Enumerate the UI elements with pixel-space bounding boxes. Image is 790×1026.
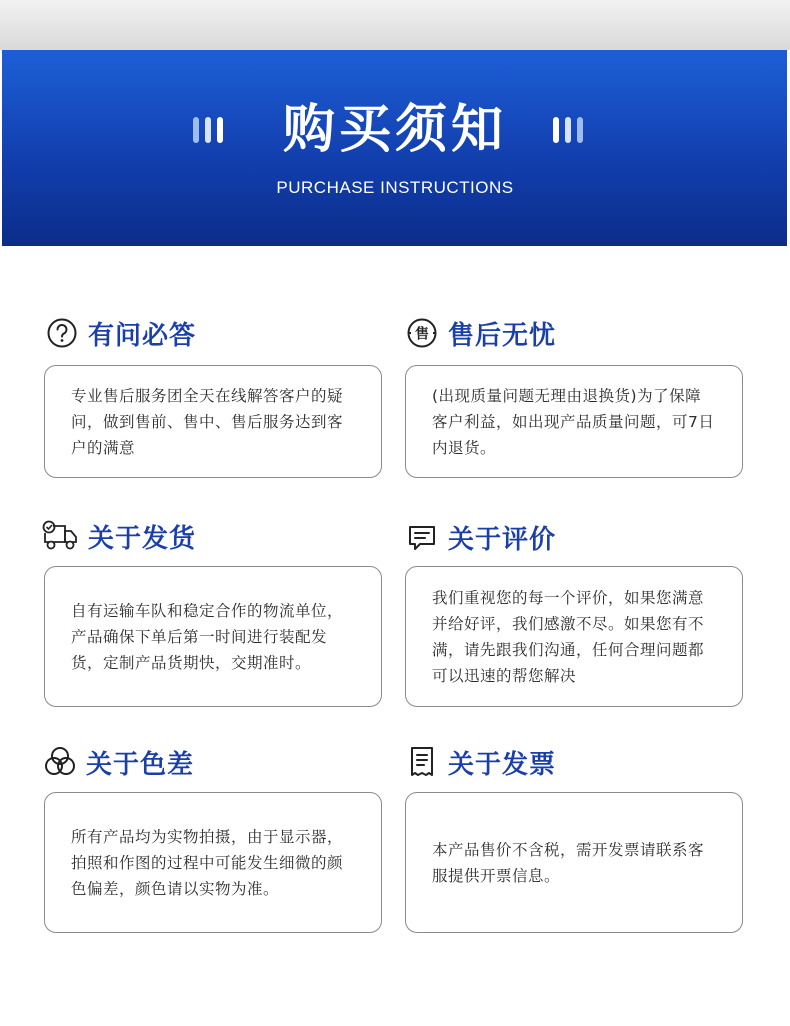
card-text: (出现质量问题无理由退换货)为了保障客户利益，如出现产品质量问题，可7日内退货。: [432, 386, 715, 457]
section-title: 有问必答: [88, 320, 197, 351]
section-title: 关于评价: [448, 524, 557, 555]
card-text: 本产品售价不含税，需开发票请联系客服提供开票信息。: [432, 840, 705, 885]
page-title: 购买须知: [282, 100, 507, 160]
section-title: 关于发货: [88, 523, 197, 554]
color-circles-icon: [42, 744, 78, 780]
after-sales-badge-icon: [404, 315, 440, 351]
section-heading-shipping: [40, 516, 196, 556]
card-text: 自有运输车队和稳定合作的物流单位，产品确保下单后第一时间进行装配发货，定制产品货期快，交期准时。: [71, 601, 344, 672]
section-heading-reviews: [404, 517, 556, 557]
info-card-invoice: [405, 792, 743, 933]
decor-bars-left: [193, 117, 223, 143]
section-heading-after-sales: [404, 313, 556, 353]
delivery-truck-icon: [40, 518, 80, 554]
info-card-shipping: [44, 566, 382, 707]
info-card-after-sales: [405, 365, 743, 478]
section-title: 售后无忧: [448, 320, 557, 351]
info-card-qa: [44, 365, 382, 478]
svg-text:售: 售: [415, 326, 429, 343]
section-heading-qa: [44, 313, 196, 353]
top-strip: [0, 0, 790, 50]
section-title: 关于发票: [448, 749, 557, 780]
section-title: 关于色差: [86, 749, 195, 780]
invoice-receipt-icon: [404, 744, 440, 780]
decor-bars-right: [553, 117, 583, 143]
section-heading-invoice: [404, 742, 556, 782]
info-card-color: [44, 792, 382, 933]
card-text: 专业售后服务团全天在线解答客户的疑问，做到售前、售中、售后服务达到客户的满意: [71, 386, 344, 457]
info-card-reviews: [405, 566, 743, 707]
card-text: 我们重视您的每一个评价，如果您满意并给好评，我们感激不尽。如果您有不满，请先跟我们沟通，任何合理问题都可以迅速的帮您解决: [432, 588, 705, 685]
comment-icon: [404, 519, 440, 555]
card-text: 所有产品均为实物拍摄，由于显示器，拍照和作图的过程中可能发生细微的颜色偏差，颜色请以实物为准。: [71, 827, 344, 898]
question-circle-icon: [44, 315, 80, 351]
page-subtitle: PURCHASE INSTRUCTIONS: [276, 178, 514, 197]
section-heading-color: [42, 742, 194, 782]
